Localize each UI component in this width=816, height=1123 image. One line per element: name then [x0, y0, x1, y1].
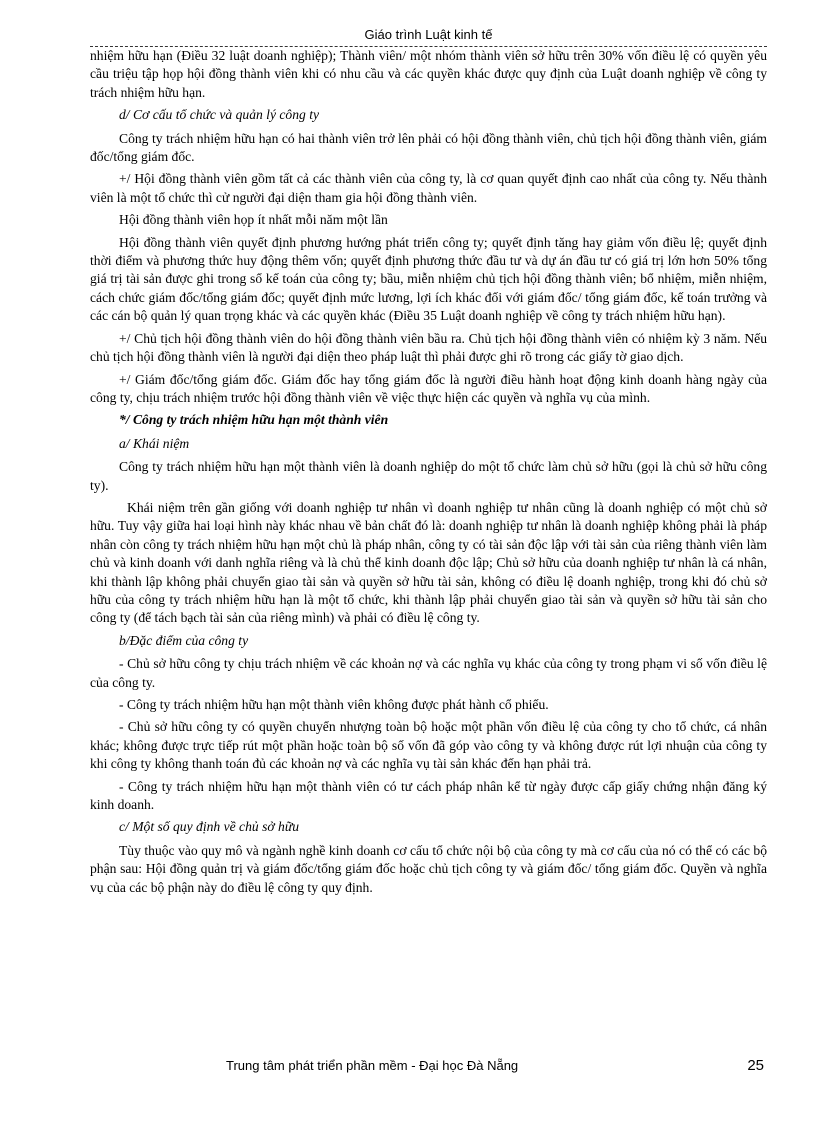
running-header: Giáo trình Luật kinh tế [364, 27, 493, 42]
list-item: - Công ty trách nhiệm hữu hạn một thành viên không được phát hành cổ phiếu. [119, 697, 549, 712]
paragraph: Hội đồng thành viên quyết định phương hướng phát triển công ty; quyết định tăng hay giảm vốn điều lệ; quyết định thời điểm và phương thức huy động thêm vốn; quyết định phương thức đầu tư và dự án đầu tư có giá trị lớn hơn 50% tổng giá trị tài sản được ghi trong sổ kế toán của công ty; bầu, miễn nhiệm chủ tịch hội đồng thành viên; bổ nhiệm, miễn nhiệm, cách chức giám đốc/tổng giám đốc; quyết định mức lương, lợi ích khác đối với giám đốc/ tổng giám đốc, kế toán trưởng và các cán bộ quản lý quan trọng khác và các quyền khác (Điều 35 Luật doanh nghiệp về công ty trách nhiệm hữu hạn). [90, 234, 767, 324]
section-heading-a: a/ Khái niệm [119, 435, 190, 451]
paragraph: +/ Chủ tịch hội đồng thành viên do hội đồng thành viên bầu ra. Chủ tịch hội đồng thành viên có nhiệm kỳ 3 năm. Nếu chủ tịch hội đồng thành viên là người đại diện theo pháp luật thì phải được ghi rõ trong các giấy tờ giao dịch. [90, 330, 767, 365]
document-body [90, 47, 767, 901]
list-item: - Chủ sở hữu công ty có quyền chuyển nhượng toàn bộ hoặc một phần vốn điều lệ của công ty cho tổ chức, cá nhân khác; không được trực tiếp rút một phần hoặc toàn bộ số vốn đã góp vào công ty và không được rút lợi nhuận của công ty khi công ty không thanh toán đủ các khoản nợ và các nghĩa vụ tài sản khác đến hạn phải trả. [90, 719, 767, 772]
section-heading-c: c/ Một số quy định về chủ sở hữu [119, 819, 300, 835]
section-heading-d: d/ Cơ cấu tổ chức và quản lý công ty [119, 107, 320, 123]
paragraph: Công ty trách nhiệm hữu hạn có hai thành viên trở lên phải có hội đồng thành viên, chủ tịch hội đồng thành viên, giám đốc/tổng giám đốc. [90, 130, 767, 165]
footer-text: Trung tâm phát triển phần mềm - Đại học Đà Nẵng [226, 1058, 519, 1073]
paragraph: +/ Giám đốc/tổng giám đốc. Giám đốc hay tổng giám đốc là người điều hành hoạt động kinh doanh hàng ngày của công ty, chịu trách nhiệm trước hội đồng thành viên về việc thực hiện các quyền và nghĩa vụ của mình. [90, 371, 767, 405]
paragraph: Tùy thuộc vào quy mô và ngành nghề kinh doanh cơ cấu tổ chức nội bộ của công ty mà cơ cấu của nó có thể có các bộ phận sau: Hội đồng quản trị và giám đốc/tổng giám đốc hoặc chủ tịch công ty và giám đốc/ tổng giám đốc. Quyền và nghĩa vụ của các bộ phận này do điều lệ công ty quy định. [90, 842, 767, 895]
paragraph: nhiệm hữu hạn (Điều 32 luật doanh nghiệp); Thành viên/ một nhóm thành viên sở hữu trên 30% vốn điều lệ có quyền yêu cầu triệu tập họp hội đồng thành viên khi có nhu cầu và các quyền khác được quy định của Luật doanh nghiệp về công ty trách nhiệm hữu hạn. [90, 48, 767, 100]
section-heading-b: b/Đặc điểm của công ty [119, 632, 249, 648]
list-item: - Chủ sở hữu công ty chịu trách nhiệm về các khoản nợ và các nghĩa vụ khác của công ty trong phạm vi số vốn điều lệ của công ty. [90, 656, 767, 690]
paragraph: +/ Hội đồng thành viên gồm tất cả các thành viên của công ty, là cơ quan quyết định cao nhất của công ty. Nếu thành viên là một tổ chức thì cử người đại diện tham gia hội đồng thành viên. [90, 171, 767, 205]
main-section-heading: */ Công ty trách nhiệm hữu hạn một thành viên [119, 412, 389, 428]
paragraph: Khái niệm trên gần giống với doanh nghiệp tư nhân vì doanh nghiệp tư nhân cũng là doanh nghiệp có một chủ sở hữu. Tuy vậy giữa hai loại hình này khác nhau về bản chất đó là: doanh nghiệp tư nhân là doanh nghiệp không phải là pháp nhân còn công ty trách nhiệm hữu hạn một chủ là pháp nhân, công ty có tài sản độc lập với tài sản của riêng thành viên làm chủ và kinh doanh với danh nghĩa riêng và là chủ thể kinh doanh độc lập; Chủ sở hữu của doanh nghiệp tư nhân là cá nhân, khi thành lập không phải chuyển giao tài sản và quyền sở hữu tài sản, không có điều lệ doanh nghiệp, trong khi đó chủ sở hữu của công ty trách nhiệm hữu hạn là một tổ chức, khi thành lập phải chuyển giao tài sản và quyền sở hữu tài sản cho công ty (để tách bạch tài sản của riêng mình) và phải có điều lệ công ty. [90, 499, 767, 626]
list-item: - Công ty trách nhiệm hữu hạn một thành viên có tư cách pháp nhân kể từ ngày được cấp giấy chứng nhận đăng ký kinh doanh. [90, 778, 767, 813]
page-number: 25 [747, 1057, 764, 1074]
paragraph: Công ty trách nhiệm hữu hạn một thành viên là doanh nghiệp do một tổ chức làm chủ sở hữu (gọi là chủ sở hữu công ty). [90, 459, 767, 493]
paragraph: Hội đồng thành viên họp ít nhất mỗi năm một lần [119, 212, 388, 228]
